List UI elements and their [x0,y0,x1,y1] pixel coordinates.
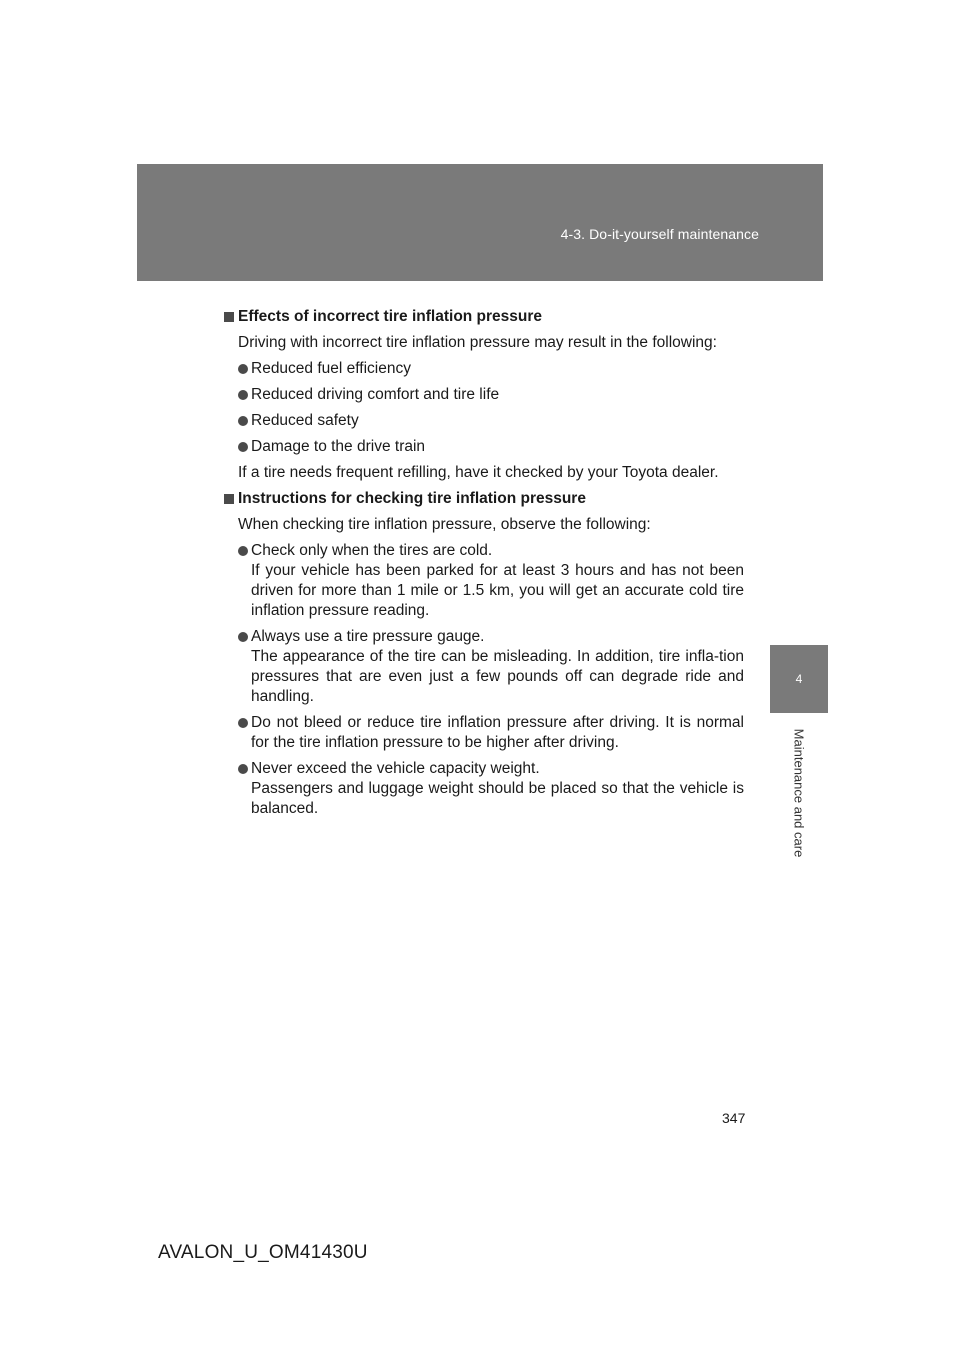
list-item: Never exceed the vehicle capacity weight. Passengers and luggage weight should be placed so that the vehicle is balanced. [224,759,744,819]
document-code: AVALON_U_OM41430U [158,1242,368,1263]
square-bullet-icon [224,494,234,504]
page-number: 347 [722,1110,746,1126]
square-bullet-icon [224,312,234,322]
section-title: 4-3. Do-it-yourself maintenance [560,226,759,242]
circle-bullet-icon [238,442,248,452]
circle-bullet-icon [238,416,248,426]
circle-bullet-icon [238,546,248,556]
circle-bullet-icon [238,632,248,642]
circle-bullet-icon [238,764,248,774]
section-heading-text: Instructions for checking tire inflation pressure [238,490,586,507]
list-item: Reduced driving comfort and tire life [224,385,744,405]
section-intro: Driving with incorrect tire inflation pressure may result in the following: [238,334,717,351]
circle-bullet-icon [238,718,248,728]
list-item: Check only when the tires are cold. If your vehicle has been parked for at least 3 hours and has not been driven for more than 1 mile or 1.5 km, you will get an accurate cold tire inflation pressure reading. [224,541,744,621]
section-intro: When checking tire inflation pressure, observe the following: [238,516,651,533]
list-item: Damage to the drive train [224,437,744,457]
section-heading [224,307,744,327]
list-item: Reduced safety [224,411,744,431]
list-item: Always use a tire pressure gauge. The appearance of the tire can be misleading. In addition, tire infla-tion pressures that are even just a few pounds off can degrade ride and handling. [224,627,744,707]
chapter-tab-label [770,713,828,873]
list-item: Reduced fuel efficiency [224,359,744,379]
section-heading [224,489,744,509]
section-outro: If a tire needs frequent refilling, have it checked by your Toyota dealer. [238,464,719,481]
chapter-tab-text: Maintenance and care [791,728,807,858]
section-heading-text: Effects of incorrect tire inflation pressure [238,308,543,325]
list-item: Do not bleed or reduce tire inflation pressure after driving. It is normal for the tire inflation pressure to be higher after driving. [224,713,744,753]
circle-bullet-icon [238,390,248,400]
header-band [137,164,823,281]
circle-bullet-icon [238,364,248,374]
page-content [224,307,744,825]
chapter-tab-number: 4 [770,645,828,713]
